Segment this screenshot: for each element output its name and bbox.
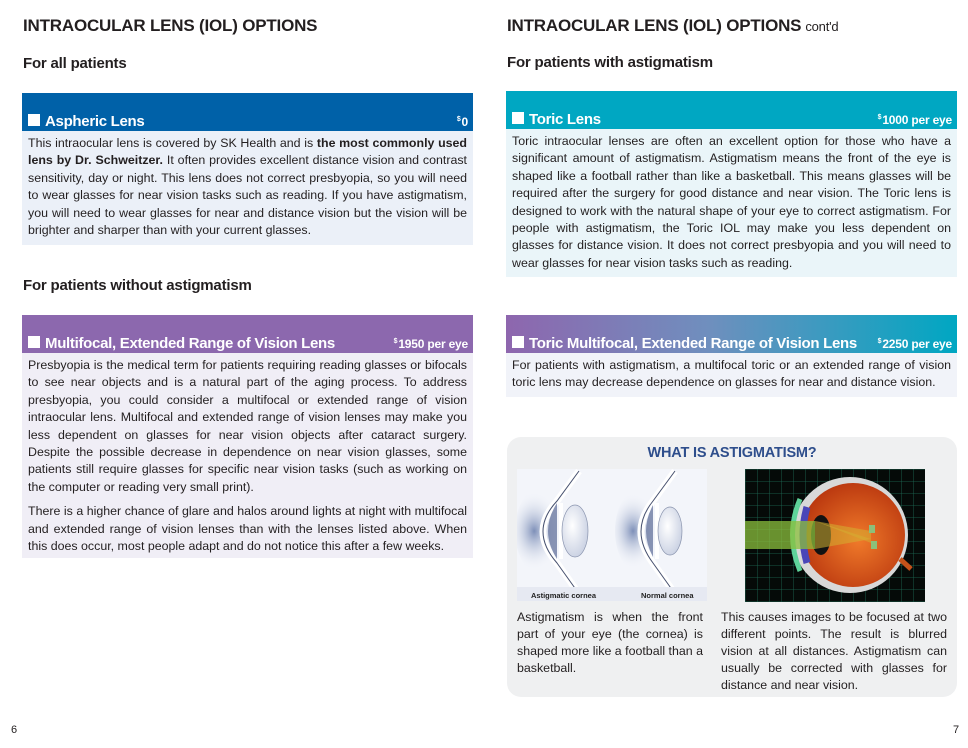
page-title: INTRAOCULAR LENS (IOL) OPTIONS	[23, 16, 318, 35]
aspheric-lens-card	[22, 93, 473, 245]
lens-price	[878, 113, 952, 127]
description-paragraph-2: There is a higher chance of glare and halos around lights at night with multifocal and extended range of vision lenses than with the lenses listed above. When this does occur, most people adapt and do not notice this after a few weeks.	[28, 504, 467, 554]
toric-multifocal-lens-header	[506, 315, 957, 353]
currency-symbol: $	[393, 338, 398, 345]
section-heading-without-astigmatism: For patients without astigmatism	[23, 277, 252, 294]
price-value: 2250 per eye	[882, 337, 952, 351]
toric-multifocal-lens-description: For patients with astigmatism, a multifocal toric or an extended range of vision toric lens may decrease dependence on glasses for near and distance vision.	[506, 353, 957, 397]
lens-price	[457, 115, 468, 129]
page-right	[484, 0, 968, 748]
lens-name: Toric Multifocal, Extended Range of Vision Lens	[529, 335, 857, 352]
lens-price	[878, 337, 952, 351]
eye-diagram-icon	[745, 469, 925, 602]
description-text: This intraocular lens is covered by SK Health and is	[28, 136, 317, 150]
description-text: It often provides excellent distance vision and contrast sensitivity, day or night. This lens does not correct presbyopia, so you will need to wear glasses for near vision tasks such as reading. If you have astigmatism, you will need to wear glasses for near and distance vision but the vision will be brighter and sharper than with your current glasses.	[28, 153, 467, 238]
price-value: 0	[461, 115, 468, 129]
title-suffix: cont'd	[805, 19, 839, 34]
what-is-astigmatism-box	[507, 437, 957, 697]
lens-name: Multifocal, Extended Range of Vision Lens	[45, 335, 335, 352]
astigmatism-effect-text: This causes images to be focused at two different points. The result is blurred vision at all distances. Astigmatism can usually be corrected with glasses for distance and near vision.	[721, 610, 947, 692]
toric-lens-header	[506, 91, 957, 129]
toric-lens-card	[506, 91, 957, 277]
checkbox-icon[interactable]	[512, 112, 524, 124]
section-heading-all-patients: For all patients	[23, 55, 127, 72]
page-number: 7	[953, 724, 960, 736]
cornea-illustration-icon	[517, 469, 707, 601]
aspheric-lens-header	[22, 93, 473, 131]
page-title	[507, 16, 838, 36]
multifocal-lens-description	[22, 353, 473, 558]
checkbox-icon[interactable]	[28, 336, 40, 348]
astigmatism-box-title: WHAT IS ASTIGMATISM?	[647, 445, 817, 461]
cornea-comparison-image	[517, 469, 707, 601]
page-number: 6	[11, 724, 18, 736]
lens-price	[394, 337, 468, 351]
toric-lens-description: Toric intraocular lenses are often an excellent option for those who have a significant amount of astigmatism. Astigmatism means the front of the eye is shaped like a football rather than like a basketball. This means glasses will be required after the surgery for good distance and near vision. The Toric lens is designed to work with the natural shape of your eye to correct astigmatism. For people with astigmatism, the Toric IOL may make you less dependent on glasses for distance vision. It does not correct presbyopia and you will need to wear glasses for near vision tasks such as reading.	[506, 129, 957, 277]
svg-text:Normal cornea: Normal cornea	[641, 591, 694, 600]
lens-name: Toric Lens	[529, 111, 601, 128]
currency-symbol: $	[877, 338, 882, 345]
currency-symbol: $	[877, 114, 882, 121]
multifocal-lens-header	[22, 315, 473, 353]
description-paragraph-1: Presbyopia is the medical term for patients requiring reading glasses or bifocals to see near objects and is a natural part of the aging process. To address presbyopia, you could consider a multifocal or extended range of vision intraocular lens. Multifocal and extended range of vision lenses may make you less dependent on glasses for near vision objects after cataract surgery. Despite the possible decrease in dependence on near vision glasses, some patients still require glasses for specific near vision tasks (such as working on the computer or reading very small print).	[28, 358, 467, 494]
description-emphasis: the most commonly used lens by Dr. Schweitzer.	[28, 136, 468, 168]
price-value: 1000 per eye	[882, 113, 952, 127]
currency-symbol: $	[456, 116, 461, 123]
price-value: 1950 per eye	[398, 337, 468, 351]
multifocal-lens-card	[22, 315, 473, 558]
title-text: INTRAOCULAR LENS (IOL) OPTIONS	[507, 16, 802, 35]
toric-multifocal-lens-card	[506, 315, 957, 397]
section-heading-with-astigmatism: For patients with astigmatism	[507, 54, 713, 71]
checkbox-icon[interactable]	[512, 336, 524, 348]
aspheric-lens-description	[22, 131, 473, 245]
svg-text:Astigmatic cornea: Astigmatic cornea	[531, 591, 597, 600]
eye-focus-diagram-image	[745, 469, 925, 602]
astigmatism-definition-text: Astigmatism is when the front part of your eye (the cornea) is shaped more like a football than a basketball.	[517, 610, 703, 675]
lens-name: Aspheric Lens	[45, 113, 145, 130]
checkbox-icon[interactable]	[28, 114, 40, 126]
